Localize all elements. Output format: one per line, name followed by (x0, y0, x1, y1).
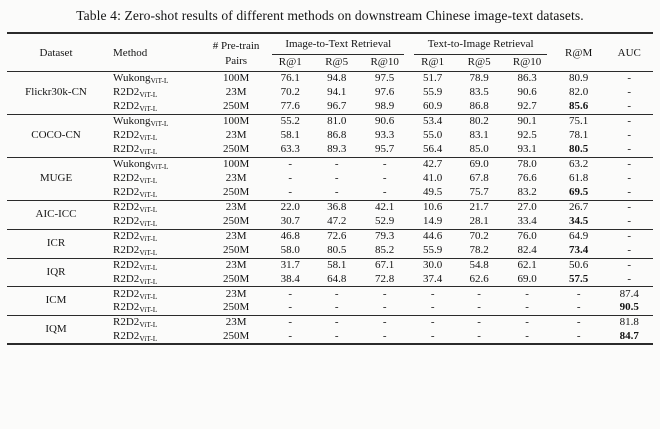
value-cell: 76.1 (267, 71, 313, 85)
table-row (7, 229, 653, 243)
pretrain-pairs-cell: 23M (205, 258, 267, 272)
value-cell: 10.6 (409, 201, 455, 215)
pretrain-pairs-cell: 23M (225, 172, 247, 185)
value-cell: 90.6 (517, 85, 537, 98)
value-cell: 67.8 (469, 172, 489, 185)
value-cell: 94.8 (313, 71, 359, 85)
pretrain-pairs-cell: 23M (205, 316, 267, 330)
pretrain-pairs-cell: 250M (222, 301, 250, 314)
col-header-t2i-r1: R@1 (421, 55, 445, 68)
value-cell: 55.9 (423, 243, 443, 256)
col-header-i2t-r5: R@5 (325, 55, 349, 68)
value-cell: 21.7 (456, 201, 502, 215)
value-cell: 80.5 (569, 143, 589, 156)
col-header-auc: AUC (617, 46, 641, 59)
value-cell: 79.3 (360, 229, 410, 243)
value-cell: 72.6 (313, 229, 359, 243)
value-cell: 82.0 (569, 85, 589, 98)
dataset-cell: ICR (7, 229, 105, 258)
value-cell: 34.5 (569, 215, 589, 228)
value-cell: - (267, 287, 313, 301)
value-cell: - (576, 301, 581, 314)
value-cell: 53.4 (409, 114, 455, 128)
value-cell: 60.9 (423, 99, 443, 112)
table-row (7, 258, 653, 272)
value-cell: 58.1 (280, 128, 300, 141)
value-cell: 70.2 (456, 229, 502, 243)
value-cell: - (313, 316, 359, 330)
table-row (7, 157, 653, 171)
value-cell: - (382, 301, 387, 314)
value-cell: 64.8 (327, 272, 347, 285)
value-cell: - (606, 258, 654, 272)
value-cell: 85.2 (375, 243, 395, 256)
col-header-t2i-r5: R@5 (467, 55, 491, 68)
value-cell: - (382, 186, 387, 199)
pretrain-pairs-cell: 23M (225, 85, 247, 98)
value-cell: - (334, 186, 339, 199)
value-cell: 62.6 (469, 272, 489, 285)
value-cell: 90.1 (502, 114, 552, 128)
value-cell: 97.5 (360, 71, 410, 85)
value-cell: - (288, 186, 293, 199)
value-cell: 92.7 (517, 99, 537, 112)
value-cell: - (477, 329, 481, 342)
value-cell: 70.2 (280, 85, 300, 98)
value-cell: 22.0 (267, 201, 313, 215)
dataset-cell: AIC-ICC (7, 201, 105, 230)
value-cell: - (382, 172, 387, 185)
value-cell: - (477, 301, 481, 314)
method-cell: $R2D2_{ViT-L}$ (105, 316, 205, 330)
value-cell: 76.6 (517, 172, 537, 185)
value-cell: 72.8 (375, 272, 395, 285)
value-cell: 86.3 (502, 71, 552, 85)
value-cell: - (606, 157, 654, 171)
col-header-rm: R@M (565, 46, 593, 59)
value-cell: 58.1 (313, 258, 359, 272)
value-cell: 83.2 (517, 186, 537, 199)
col-header-dataset: Dataset (39, 46, 73, 59)
value-cell: 84.7 (619, 329, 639, 342)
dataset-cell: COCO-CN (7, 114, 105, 157)
value-cell: 38.4 (280, 272, 300, 285)
table-row (7, 201, 653, 215)
value-cell: - (267, 316, 313, 330)
value-cell: - (627, 215, 632, 228)
method-cell: Wukong$_{ViT-L}$ (105, 114, 205, 128)
value-cell: 30.7 (280, 215, 300, 228)
value-cell: - (430, 301, 435, 314)
value-cell: 14.9 (423, 215, 443, 228)
col-header-pretrain: # Pre-train Pairs (212, 40, 260, 67)
dataset-cell: Flickr30k-CN (7, 71, 105, 114)
table-row (7, 71, 653, 85)
value-cell: 44.6 (409, 229, 455, 243)
value-cell: - (360, 287, 410, 301)
value-cell: - (627, 172, 632, 185)
value-cell: - (576, 329, 581, 342)
value-cell: 41.0 (423, 172, 443, 185)
value-cell: 73.4 (569, 243, 589, 256)
value-cell: 75.1 (552, 114, 606, 128)
col-header-text-to-image: Text-to-Image Retrieval (409, 33, 551, 55)
value-cell: 81.0 (313, 114, 359, 128)
value-cell: 94.1 (327, 85, 347, 98)
value-cell: 85.6 (569, 99, 589, 112)
value-cell: 49.5 (423, 186, 443, 199)
value-cell: 63.3 (280, 143, 300, 156)
method-cell: $R2D2_{ViT-L}$ (105, 258, 205, 272)
col-header-image-to-text: Image-to-Text Retrieval (267, 33, 409, 55)
dataset-cell: MUGE (7, 157, 105, 200)
value-cell: 67.1 (360, 258, 410, 272)
value-cell: 63.2 (552, 157, 606, 171)
col-header-i2t-r10: R@10 (370, 55, 399, 68)
value-cell: - (627, 243, 632, 256)
value-cell: 83.5 (469, 85, 489, 98)
value-cell: 95.7 (375, 143, 395, 156)
value-cell: - (627, 99, 632, 112)
value-cell: - (334, 172, 339, 185)
table-caption: Table 4: Zero-shot results of different methods on downstream Chinese image-text datasets. (76, 8, 584, 23)
value-cell: 26.7 (552, 201, 606, 215)
value-cell: 93.3 (375, 128, 395, 141)
value-cell: 78.0 (502, 157, 552, 171)
pretrain-pairs-cell: 100M (205, 114, 267, 128)
table-header (7, 33, 653, 71)
method-cell: $R2D2_{ViT-L}$ (113, 272, 158, 286)
table-row (7, 287, 653, 301)
method-cell: $R2D2_{ViT-L}$ (113, 186, 158, 200)
value-cell: 37.4 (423, 272, 443, 285)
value-cell: - (288, 301, 293, 314)
value-cell: 89.3 (327, 143, 347, 156)
value-cell: 69.0 (456, 157, 502, 171)
dataset-cell: ICM (7, 287, 105, 316)
method-cell: $R2D2_{ViT-L}$ (105, 287, 205, 301)
value-cell: - (334, 301, 339, 314)
value-cell: - (430, 329, 435, 342)
value-cell: 78.1 (569, 128, 589, 141)
value-cell: - (606, 201, 654, 215)
pretrain-pairs-cell: 250M (222, 215, 250, 228)
value-cell: 96.7 (327, 99, 347, 112)
value-cell: - (288, 172, 293, 185)
value-cell: 78.9 (456, 71, 502, 85)
pretrain-pairs-cell: 23M (205, 201, 267, 215)
pretrain-pairs-cell: 100M (205, 71, 267, 85)
value-cell: 61.8 (569, 172, 589, 185)
value-cell: 57.5 (569, 272, 589, 285)
value-cell: 64.9 (552, 229, 606, 243)
method-cell: $R2D2_{ViT-L}$ (105, 229, 205, 243)
value-cell: 98.9 (375, 99, 395, 112)
value-cell: 55.0 (423, 128, 443, 141)
value-cell: 81.8 (606, 316, 654, 330)
value-cell: - (409, 316, 455, 330)
value-cell: 76.0 (502, 229, 552, 243)
value-cell: 80.9 (552, 71, 606, 85)
col-header-i2t-r1: R@1 (278, 55, 302, 68)
method-cell: $R2D2_{ViT-L}$ (113, 243, 158, 257)
value-cell: 87.4 (606, 287, 654, 301)
value-cell: 42.1 (360, 201, 410, 215)
value-cell: - (288, 329, 293, 342)
pretrain-pairs-cell: 23M (225, 128, 247, 141)
value-cell: 47.2 (327, 215, 347, 228)
value-cell: 86.8 (327, 128, 347, 141)
value-cell: - (382, 329, 387, 342)
table-body (7, 71, 653, 344)
value-cell: 62.1 (502, 258, 552, 272)
method-cell: $R2D2_{ViT-L}$ (113, 128, 158, 142)
value-cell: - (552, 316, 606, 330)
value-cell: - (334, 329, 339, 342)
value-cell: 55.2 (267, 114, 313, 128)
value-cell: 78.2 (469, 243, 489, 256)
value-cell: 82.4 (517, 243, 537, 256)
value-cell: - (360, 316, 410, 330)
col-header-t2i-r10: R@10 (512, 55, 542, 68)
value-cell: 92.5 (517, 128, 537, 141)
value-cell: 85.0 (469, 143, 489, 156)
value-cell: - (456, 287, 502, 301)
value-cell: - (502, 287, 552, 301)
value-cell: 90.6 (360, 114, 410, 128)
value-cell: 90.5 (619, 301, 639, 314)
value-cell: 80.2 (456, 114, 502, 128)
value-cell: 42.7 (409, 157, 455, 171)
value-cell: - (360, 157, 410, 171)
pretrain-pairs-cell: 250M (222, 243, 250, 256)
results-table (7, 32, 653, 345)
value-cell: 86.8 (469, 99, 489, 112)
table-row (7, 114, 653, 128)
dataset-cell: IQM (7, 316, 105, 345)
method-cell: $R2D2_{ViT-L}$ (113, 85, 158, 99)
method-cell: $R2D2_{ViT-L}$ (113, 143, 158, 157)
method-cell: $R2D2_{ViT-L}$ (113, 301, 158, 315)
value-cell: - (552, 287, 606, 301)
value-cell: 77.6 (280, 99, 300, 112)
pretrain-pairs-cell: 250M (222, 272, 250, 285)
value-cell: 54.8 (456, 258, 502, 272)
value-cell: 28.1 (469, 215, 489, 228)
value-cell: - (409, 287, 455, 301)
pretrain-pairs-cell: 250M (222, 186, 250, 199)
value-cell: - (525, 329, 529, 342)
value-cell: - (606, 71, 654, 85)
value-cell: - (627, 85, 632, 98)
value-cell: - (627, 128, 632, 141)
value-cell: 52.9 (375, 215, 395, 228)
pretrain-pairs-cell: 250M (222, 99, 250, 112)
pretrain-pairs-cell: 250M (222, 329, 250, 342)
value-cell: 55.9 (423, 85, 443, 98)
value-cell: 83.1 (469, 128, 489, 141)
value-cell: 93.1 (517, 143, 537, 156)
col-header-method: Method (113, 46, 148, 59)
value-cell: 97.6 (375, 85, 395, 98)
value-cell: - (627, 272, 632, 285)
method-cell: $R2D2_{ViT-L}$ (105, 201, 205, 215)
pretrain-pairs-cell: 250M (222, 143, 250, 156)
value-cell: - (606, 229, 654, 243)
value-cell: 36.8 (313, 201, 359, 215)
method-cell: $R2D2_{ViT-L}$ (113, 99, 158, 113)
value-cell: 58.0 (280, 243, 300, 256)
method-cell: Wukong$_{ViT-L}$ (105, 157, 205, 171)
pretrain-pairs-cell: 23M (205, 287, 267, 301)
value-cell: - (456, 316, 502, 330)
value-cell: 46.8 (267, 229, 313, 243)
value-cell: 27.0 (502, 201, 552, 215)
value-cell: - (502, 316, 552, 330)
value-cell: - (313, 157, 359, 171)
pretrain-pairs-cell: 23M (205, 229, 267, 243)
table-row (7, 316, 653, 330)
method-cell: $R2D2_{ViT-L}$ (113, 215, 158, 229)
pretrain-pairs-cell: 100M (205, 157, 267, 171)
value-cell: 50.6 (552, 258, 606, 272)
value-cell: 75.7 (469, 186, 489, 199)
dataset-cell: IQR (7, 258, 105, 287)
value-cell: 69.0 (517, 272, 537, 285)
value-cell: 56.4 (423, 143, 443, 156)
value-cell: - (313, 287, 359, 301)
value-cell: 30.0 (409, 258, 455, 272)
value-cell: - (606, 114, 654, 128)
value-cell: 69.5 (569, 186, 589, 199)
value-cell: 80.5 (327, 243, 347, 256)
method-cell: $R2D2_{ViT-L}$ (113, 329, 158, 343)
value-cell: 51.7 (409, 71, 455, 85)
value-cell: - (627, 186, 632, 199)
value-cell: 33.4 (517, 215, 537, 228)
header-row-1 (7, 33, 653, 55)
value-cell: - (267, 157, 313, 171)
value-cell: 31.7 (267, 258, 313, 272)
value-cell: - (627, 143, 632, 156)
method-cell: $R2D2_{ViT-L}$ (113, 172, 158, 186)
method-cell: Wukong$_{ViT-L}$ (105, 71, 205, 85)
value-cell: - (525, 301, 529, 314)
